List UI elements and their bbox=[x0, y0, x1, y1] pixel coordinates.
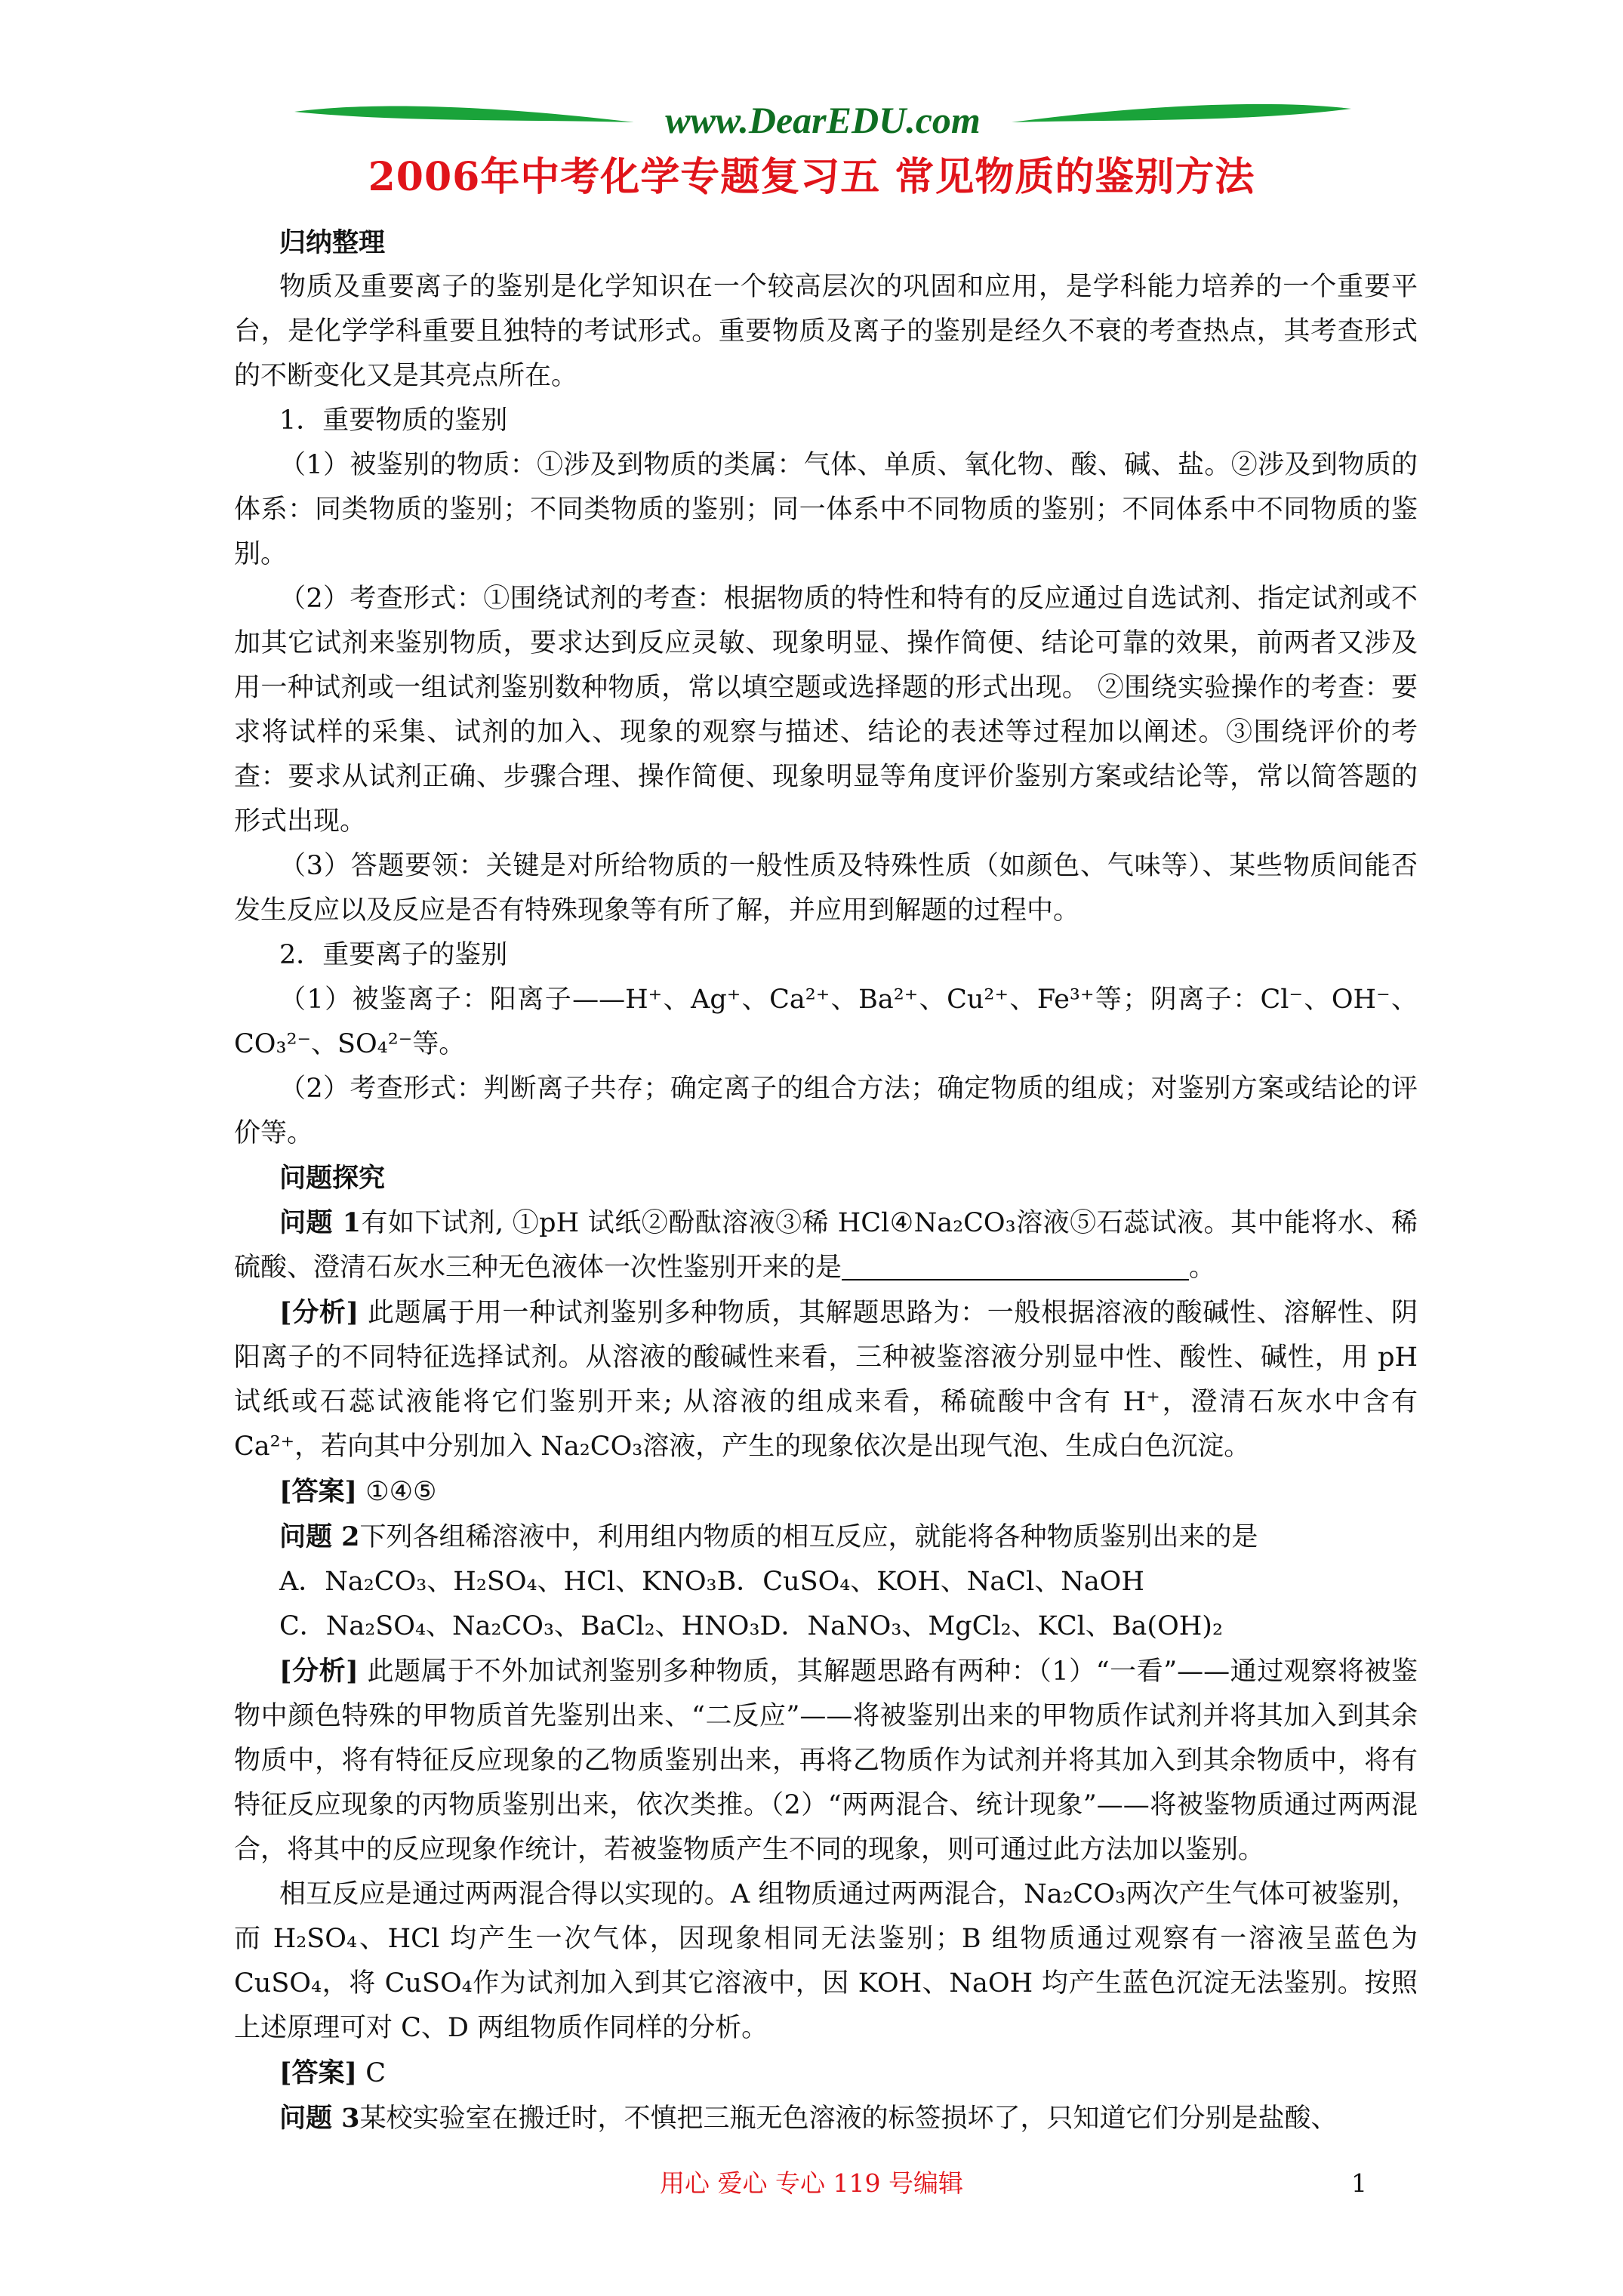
question-text: 下列各组稀溶液中，利用组内物质的相互反应，就能将各种物质鉴别出来的是 bbox=[359, 1522, 1258, 1552]
option-b: B．CuSO₄、KOH、NaCl、NaOH bbox=[716, 1567, 1144, 1597]
option-a: A．Na₂CO₃、H₂SO₄、HCl、KNO₃ bbox=[279, 1567, 717, 1597]
subheading-substances: 1．重要物质的鉴别 bbox=[279, 405, 508, 436]
question-text: 某校实验室在搬迁时，不慎把三瓶无色溶液的标签损坏了，只知道它们分别是盐酸、 bbox=[359, 2103, 1338, 2134]
banner-swoosh-right bbox=[1012, 104, 1351, 122]
question-1 bbox=[234, 1200, 1418, 1290]
document-title: 2006年中考化学专题复习五 常见物质的鉴别方法 bbox=[368, 154, 1255, 200]
question-text: 有如下试剂, ①pH 试纸②酚酞溶液③稀 HCl④Na₂CO₃溶液⑤石蕊试液。其中能将水、稀硫酸、澄清石灰水三种无色液体一次性鉴别开来的是 bbox=[234, 1208, 1418, 1283]
options-row-2 bbox=[234, 1604, 1418, 1649]
header-banner bbox=[294, 92, 1351, 153]
document-body bbox=[234, 220, 1418, 2141]
section-heading-summary: 归纳整理 bbox=[279, 227, 386, 258]
paragraph: （2）考查形式：判断离子共存；确定离子的组合方法；确定物质的组成；对鉴别方案或结论的评价等。 bbox=[234, 1074, 1418, 1148]
analysis-2 bbox=[234, 1649, 1418, 1872]
paragraph: 相互反应是通过两两混合得以实现的。A 组物质通过两两混合，Na₂CO₃两次产生气体可被鉴别，而 H₂SO₄、HCl 均产生一次气体，因现象相同无法鉴别；B 组物质通过观察有一溶液呈蓝色为 CuSO₄，将 CuSO₄作为试剂加入到其它溶液中，因 KOH、NaOH 均产生蓝色沉淀无法鉴别。按照上述原理可对 C、D 两组物质作同样的分析。 bbox=[234, 1879, 1418, 2043]
paragraph: （1）被鉴离子：阳离子——H⁺、Ag⁺、Ca²⁺、Ba²⁺、Cu²⁺、Fe³⁺等；阴离子：Cl⁻、OH⁻、CO₃²⁻、SO₄²⁻等。 bbox=[234, 985, 1418, 1059]
question-3 bbox=[234, 2096, 1418, 2141]
analysis-label: [分析] bbox=[279, 1656, 359, 1687]
analysis-label: [分析] bbox=[279, 1297, 359, 1328]
question-label: 问题 3 bbox=[279, 2103, 360, 2134]
option-d: D．NaNO₃、MgCl₂、KCl、Ba(OH)₂ bbox=[759, 1611, 1223, 1641]
answer-text: ①④⑤ bbox=[357, 1477, 437, 1507]
footer-text: 用心 爱心 专心 119 号编辑 bbox=[660, 2168, 963, 2198]
answer-text: C bbox=[357, 2058, 387, 2088]
answer-2 bbox=[234, 2051, 1418, 2096]
section-heading-inquiry: 问题探究 bbox=[279, 1163, 386, 1194]
page-number: 1 bbox=[1351, 2168, 1367, 2198]
subheading-ions: 2．重要离子的鉴别 bbox=[279, 940, 508, 970]
answer-blank bbox=[842, 1249, 1189, 1281]
analysis-text: 此题属于不外加试剂鉴别多种物质，其解题思路有两种：（1）“一看”——通过观察将被鉴物中颜色特殊的甲物质首先鉴别出来、“二反应”——将被鉴别出来的甲物质作试剂并将其加入到其余物质中，将有特征反应现象的乙物质鉴别出来，再将乙物质作为试剂并将其加入到其余物质中，将有特征反应现象的丙物质鉴别出来，依次类推。（2）“两两混合、统计现象”——将被鉴物质通过两两混合，将其中的反应现象作统计，若被鉴物质产生不同的现象，则可通过此方法加以鉴别。 bbox=[234, 1657, 1418, 1865]
banner-swoosh-left bbox=[294, 106, 634, 122]
paragraph: （3）答题要领：关键是对所给物质的一般性质及特殊性质（如颜色、气味等）、某些物质间能否发生反应以及反应是否有特殊现象等有所了解，并应用到解题的过程中。 bbox=[234, 851, 1418, 926]
paragraph: （1）被鉴别的物质：①涉及到物质的类属：气体、单质、氧化物、酸、碱、盐。②涉及到物质的体系：同类物质的鉴别；不同类物质的鉴别；同一体系中不同物质的鉴别；不同体系中不同物质的鉴别。 bbox=[234, 450, 1418, 569]
site-logo-text: www.DearEDU.com bbox=[665, 99, 981, 141]
paragraph: 物质及重要离子的鉴别是化学知识在一个较高层次的巩固和应用，是学科能力培养的一个重要平台，是化学学科重要且独特的考试形式。重要物质及离子的鉴别是经久不衰的考查热点，其考查形式的不断变化又是其亮点所在。 bbox=[234, 272, 1418, 391]
analysis-text: 此题属于用一种试剂鉴别多种物质，其解题思路为：一般根据溶液的酸碱性、溶解性、阴阳离子的不同特征选择试剂。从溶液的酸碱性来看，三种被鉴溶液分别显中性、酸性、碱性，用 pH 试纸或石蕊试液能将它们鉴别开来; 从溶液的组成来看，稀硫酸中含有 H⁺，澄清石灰水中含有 Ca²⁺，若向其中分别加入 Na₂CO₃溶液，产生的现象依次是出现气泡、生成白色沉淀。 bbox=[234, 1298, 1418, 1462]
analysis-1 bbox=[234, 1290, 1418, 1469]
answer-label: [答案] bbox=[279, 2057, 358, 2088]
answer-label: [答案] bbox=[279, 1476, 358, 1507]
answer-1 bbox=[234, 1469, 1418, 1515]
option-c: C．Na₂SO₄、Na₂CO₃、BaCl₂、HNO₃ bbox=[279, 1611, 760, 1641]
paragraph: （2）考查形式：①围绕试剂的考查：根据物质的特性和特有的反应通过自选试剂、指定试剂或不加其它试剂来鉴别物质，要求达到反应灵敏、现象明显、操作简便、结论可靠的效果，前两者又涉及用一种试剂或一组试剂鉴别数种物质，常以填空题或选择题的形式出现。 ②围绕实验操作的考查：要求将试样的采集、试剂的加入、现象的观察与描述、结论的表述等过程加以阐述。③围绕评价的考查：要求从试剂正确、步骤合理、操作简便、现象明显等角度评价鉴别方案或结论等，常以简答题的形式出现。 bbox=[234, 584, 1418, 837]
question-2 bbox=[234, 1515, 1418, 1560]
options-row-1 bbox=[234, 1560, 1418, 1604]
question-label: 问题 2 bbox=[279, 1521, 360, 1552]
question-end: 。 bbox=[1189, 1253, 1216, 1283]
question-label: 问题 1 bbox=[279, 1207, 362, 1238]
